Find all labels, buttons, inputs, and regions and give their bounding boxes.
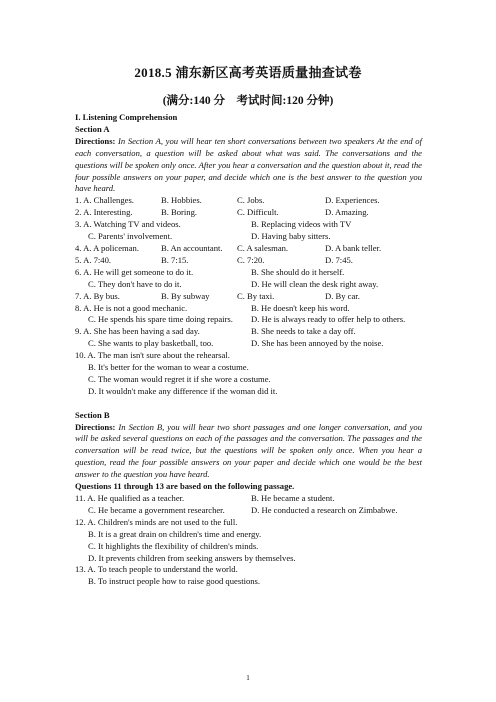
question-3 — [75, 219, 422, 231]
option: C. They don't have to do it. — [88, 278, 182, 289]
option: B. She needs to take a day off. — [251, 326, 356, 337]
option: B. Replacing videos with TV — [251, 219, 352, 230]
exam-title: 2018.5 浦东新区高考英语质量抽查试卷 — [134, 65, 362, 80]
directions-label: Directions: — [75, 135, 116, 146]
option: C. 7:20. — [237, 254, 265, 265]
directions-text: In Section A, you will hear ten short conversations between two speakers At the end of each conversation, a question will be asked about what was said. The conversations and the questions will be spoken only once. After you hear a conversation and the question about it, read the four possible answers on your paper, and decide which one is the best answer to the question you have heard. — [75, 135, 422, 194]
option: D. A bank teller. — [325, 242, 382, 253]
option: B. Boring. — [161, 207, 198, 218]
question-1 — [75, 195, 422, 207]
option: B. Hobbies. — [161, 195, 202, 206]
option: B. She should do it herself. — [251, 266, 345, 277]
question-7 — [75, 291, 422, 303]
option: D. Amazing. — [325, 207, 369, 218]
option: 1. A. Challenges. — [75, 195, 134, 206]
option: C. Jobs. — [237, 195, 265, 206]
question-3-cont — [75, 231, 422, 243]
option: B. He doesn't keep his word. — [251, 302, 350, 313]
question-11 — [75, 493, 422, 505]
option: B. He became a student. — [251, 492, 335, 503]
exam-subtitle: (满分:140 分 考试时间:120 分钟) — [162, 95, 334, 107]
directions-label: Directions: — [75, 421, 116, 432]
option: C. By taxi. — [237, 290, 275, 301]
option: C. Difficult. — [237, 207, 279, 218]
question-9 — [75, 326, 422, 338]
option: C. He became a government researcher. — [88, 504, 225, 515]
option: D. He is always ready to offer help to others. — [251, 314, 406, 325]
question-13-a: 13. A. To teach people to understand the world. — [75, 564, 238, 575]
option: D. 7:45. — [325, 254, 353, 265]
option: 2. A. Interesting. — [75, 207, 133, 218]
option: 3. A. Watching TV and videos. — [75, 219, 181, 230]
option: 8. A. He is not a good mechanic. — [75, 302, 188, 313]
spacer — [75, 398, 422, 410]
option: C. He spends his spare time doing repairs. — [88, 314, 233, 325]
question-13-b: B. To instruct people how to raise good questions. — [88, 576, 261, 587]
option: D. By car. — [325, 290, 360, 301]
part-heading: I. Listening Comprehension — [75, 112, 178, 122]
question-6-cont — [75, 279, 422, 291]
question-2 — [75, 207, 422, 219]
question-9-cont — [75, 338, 422, 350]
option: C. Parents' involvement. — [88, 231, 173, 242]
option: 11. A. He qualified as a teacher. — [75, 492, 185, 503]
question-10-d: D. It wouldn't make any difference if the woman did it. — [88, 385, 278, 396]
option: 6. A. He will get someone to do it. — [75, 266, 194, 277]
question-8 — [75, 303, 422, 315]
passage-heading: Questions 11 through 13 are based on the following passage. — [75, 481, 295, 492]
option: D. She has been annoyed by the noise. — [251, 338, 384, 349]
option: D. He will clean the desk right away. — [251, 278, 379, 289]
question-5 — [75, 255, 422, 267]
option: B. 7:15. — [161, 254, 189, 265]
option: 5. A. 7:40. — [75, 254, 112, 265]
question-10-a: 10. A. The man isn't sure about the rehearsal. — [75, 350, 230, 361]
directions-text: In Section B, you will hear two short passages and one longer conversation, and you will be asked several questions on each of the passages and the conversation. The passages and the conversation will be read twice, but the questions will be spoken only once. When you hear a question, read the four possible answers on your paper and decide which one would be the best answer to the question you have heard. — [75, 421, 422, 480]
section-b-directions — [75, 422, 422, 482]
option: B. By subway — [161, 290, 210, 301]
question-10-b: B. It's better for the woman to wear a costume. — [88, 362, 249, 373]
option: D. He conducted a research on Zimbabwe. — [251, 504, 398, 515]
page-number: 1 — [246, 673, 250, 682]
option: 9. A. She has been having a sad day. — [75, 326, 200, 337]
question-6 — [75, 267, 422, 279]
question-12-a: 12. A. Children's minds are not used to the full. — [75, 516, 238, 527]
option: C. A salesman. — [237, 242, 289, 253]
option: D. Experiences. — [325, 195, 380, 206]
question-12-d: D. It prevents children from seeking answers by themselves. — [88, 552, 296, 563]
option: C. She wants to play basketball, too. — [88, 338, 214, 349]
option: D. Having baby sitters. — [251, 231, 331, 242]
exam-content — [75, 112, 422, 588]
question-4 — [75, 243, 422, 255]
option: 7. A. By bus. — [75, 290, 120, 301]
section-b-heading: Section B — [75, 409, 110, 420]
question-12-b: B. It is a great drain on children's time and energy. — [88, 528, 262, 539]
question-10-c: C. The woman would regret it if she wore a costume. — [88, 373, 271, 384]
question-12-c: C. It highlights the flexibility of children's minds. — [88, 540, 259, 551]
section-a-directions — [75, 136, 422, 196]
question-11-cont — [75, 505, 422, 517]
option: B. An accountant. — [161, 242, 223, 253]
option: 4. A. A policeman. — [75, 242, 139, 253]
question-8-cont — [75, 314, 422, 326]
section-a-heading: Section A — [75, 123, 110, 134]
